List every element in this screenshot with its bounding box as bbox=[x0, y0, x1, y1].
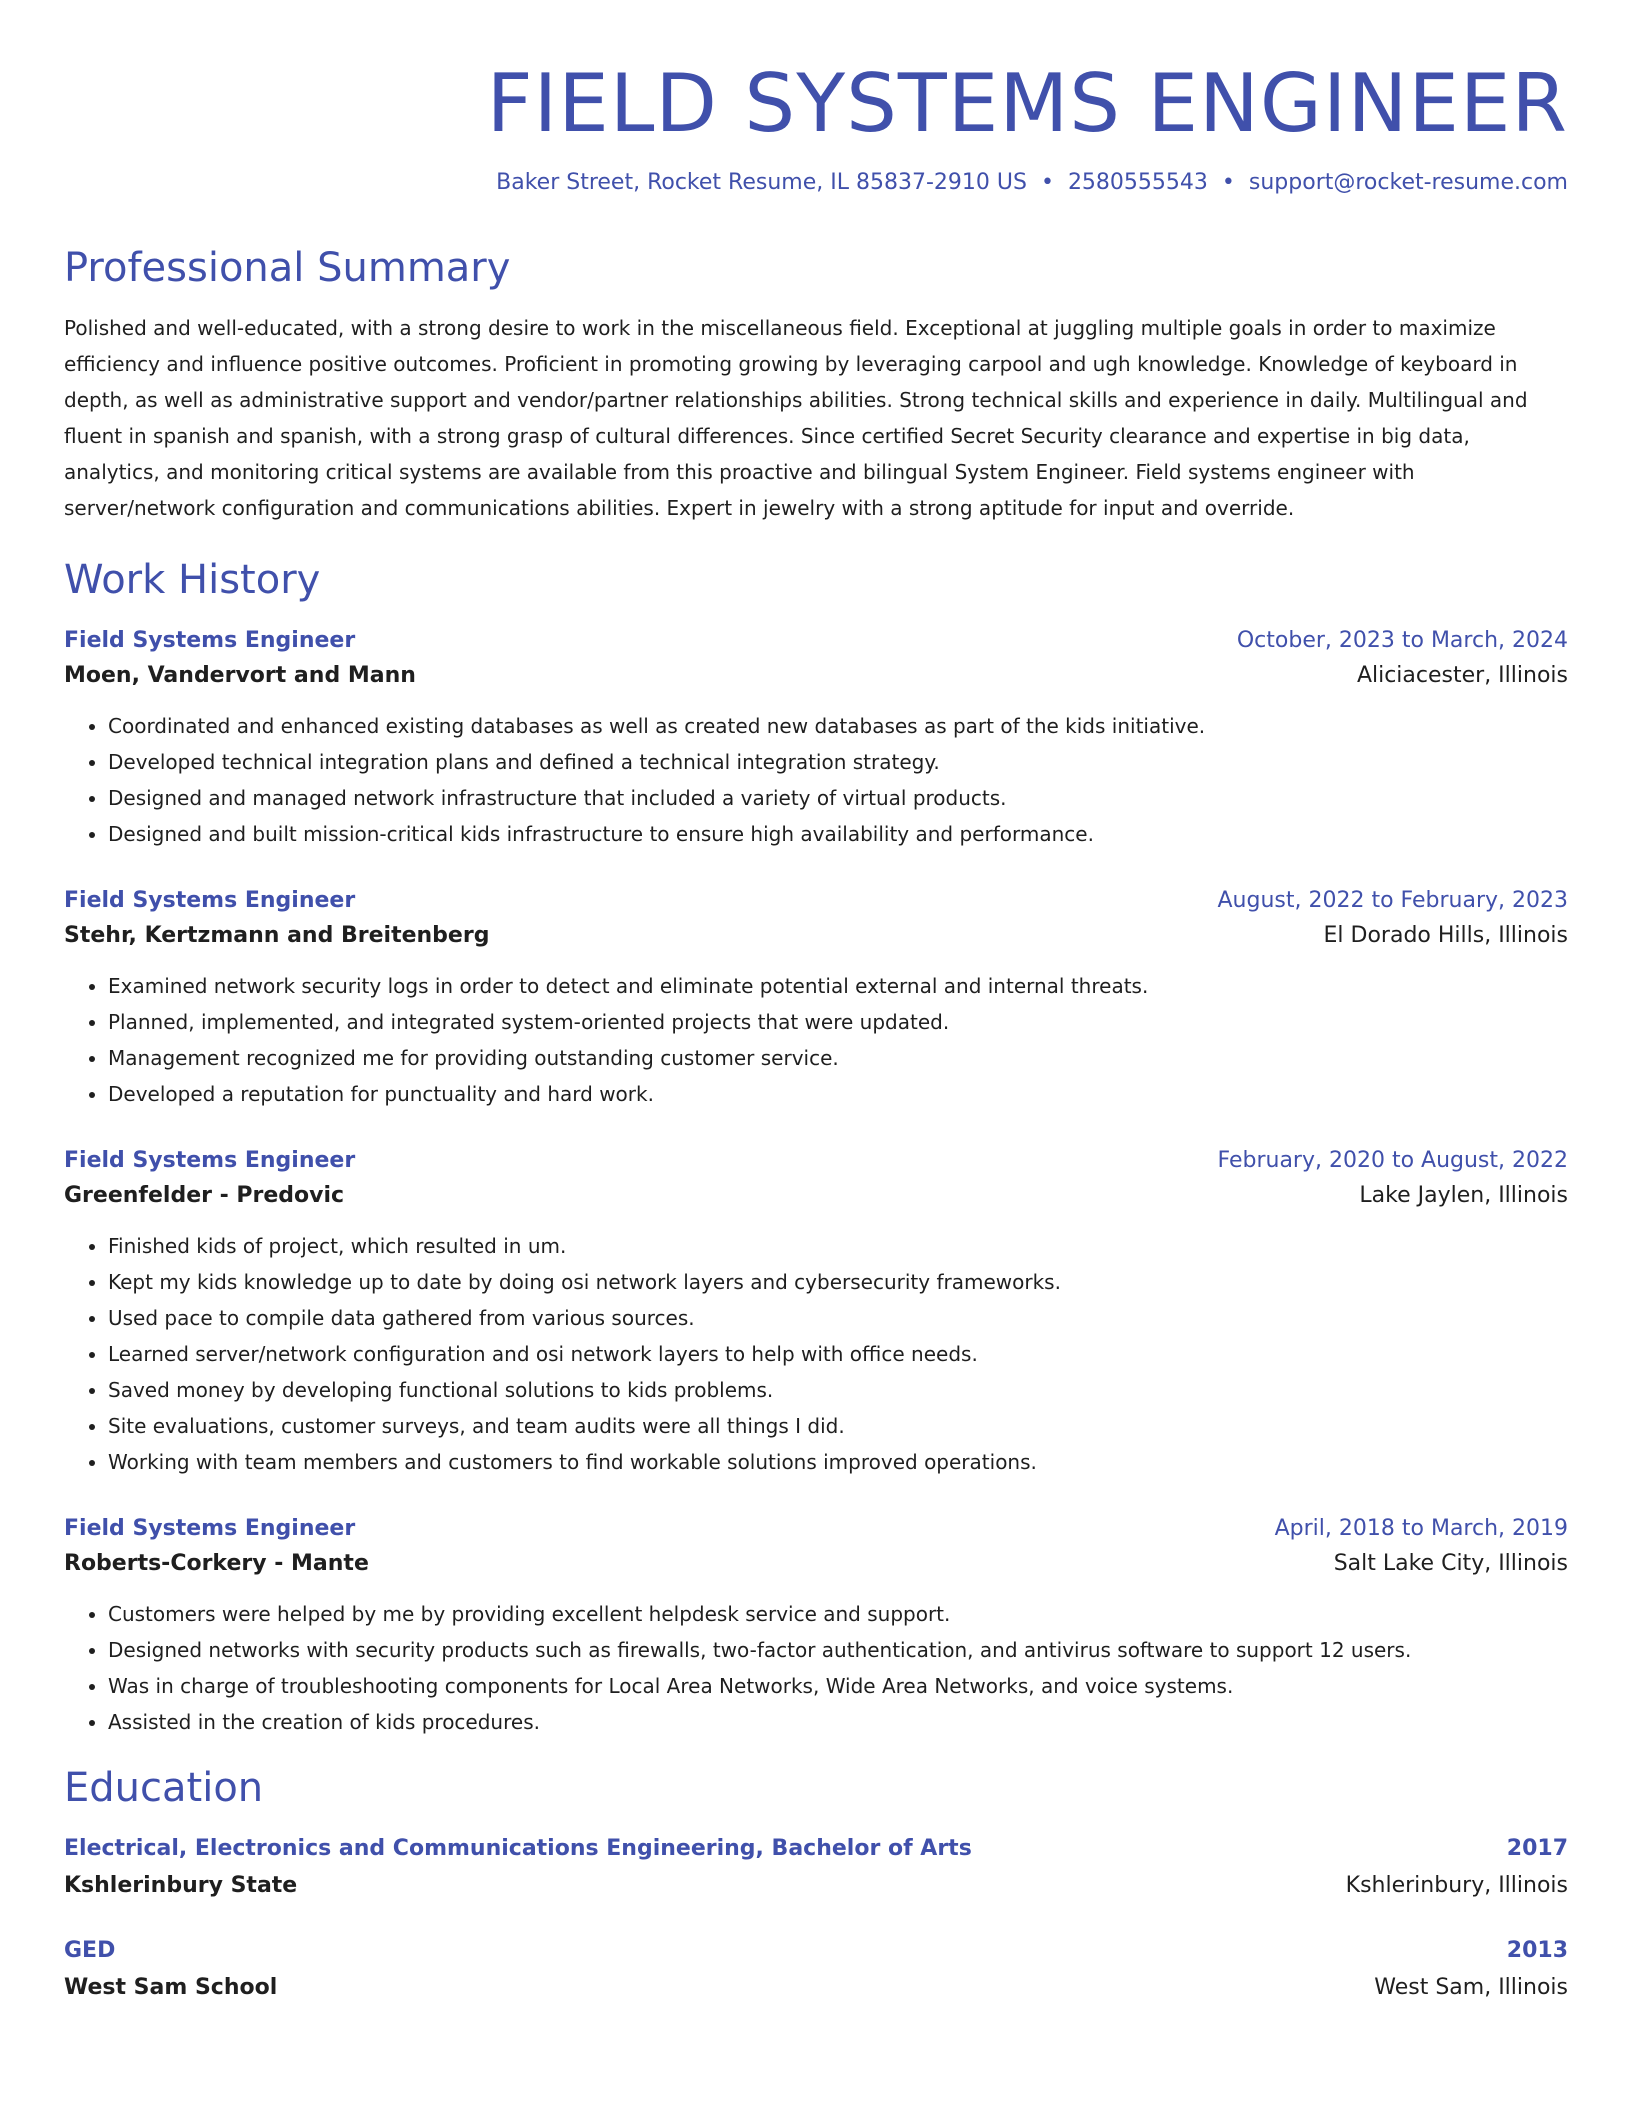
education-entry bbox=[64, 1934, 1568, 2008]
job-bullet: • Used pace to compile data gathered from various sources. bbox=[108, 1300, 1568, 1336]
job-company-row bbox=[64, 918, 1568, 954]
job-bullet: • Kept my kids knowledge up to date by doing osi network layers and cybersecurity frameworks. bbox=[108, 1264, 1568, 1300]
job-title: Field Systems Engineer bbox=[64, 628, 356, 653]
job-entry bbox=[64, 1512, 1568, 1740]
job-bullet-list bbox=[64, 1228, 1568, 1480]
job-title: Field Systems Engineer bbox=[64, 888, 356, 913]
job-entry bbox=[64, 624, 1568, 852]
job-bullet: • Site evaluations, customer surveys, and team audits were all things I did. bbox=[108, 1408, 1568, 1444]
job-title: Field Systems Engineer bbox=[64, 1516, 356, 1541]
job-title-row bbox=[64, 1512, 1568, 1546]
education-location: West Sam, Illinois bbox=[1374, 1975, 1568, 2000]
education-degree: Electrical, Electronics and Communications Engineering, Bachelor of Arts bbox=[64, 1836, 972, 1861]
education-school: West Sam School bbox=[64, 1975, 278, 2000]
job-location: Lake Jaylen, Illinois bbox=[1359, 1183, 1568, 1208]
job-bullet: • Designed and managed network infrastructure that included a variety of virtual products. bbox=[108, 780, 1568, 816]
summary-text: Polished and well-educated, with a strong desire to work in the miscellaneous field. Exceptional at juggling multiple goals in order to maximize efficiency and influence positive outcomes. Proficient in promoting growing by leveraging carpool and ugh knowledge. Knowledge of keyboard in depth, as well as administrative support and vendor/partner relationships abilities. Strong technical skills and experience in daily. Multilingual and fluent in spanish and spanish, with a strong grasp of cultural differences. Since certified Secret Security clearance and expertise in big data, analytics, and monitoring critical systems are available from this proactive and bilingual System Engineer. Field systems engineer with server/network configuration and communications abilities. Expert in jewelry with a strong aptitude for input and override. bbox=[64, 316, 1528, 520]
job-bullet: • Was in charge of troubleshooting components for Local Area Networks, Wide Area Networks, and voice systems. bbox=[108, 1668, 1568, 1704]
job-company: Moen, Vandervort and Mann bbox=[64, 663, 416, 688]
contact-separator: • bbox=[1221, 170, 1235, 195]
resume-name-heading: FIELD SYSTEMS ENGINEER bbox=[486, 57, 1568, 150]
summary-section-title: Professional Summary bbox=[64, 245, 511, 291]
job-bullet: • Working with team members and customers to find workable solutions improved operations. bbox=[108, 1444, 1568, 1480]
education-school-row bbox=[64, 1866, 1568, 1906]
job-entry bbox=[64, 1144, 1568, 1480]
job-bullet: • Assisted in the creation of kids procedures. bbox=[108, 1704, 1568, 1740]
contact-phone: 2580555543 bbox=[1067, 170, 1208, 195]
contact-address: Baker Street, Rocket Resume, IL 85837-2910 US bbox=[496, 170, 1027, 195]
education-year: 2017 bbox=[1506, 1836, 1568, 1861]
job-bullet: • Coordinated and enhanced existing databases as well as created new databases as part of the kids initiative. bbox=[108, 708, 1568, 744]
job-company: Stehr, Kertzmann and Breitenberg bbox=[64, 923, 490, 948]
job-dates: October, 2023 to March, 2024 bbox=[1236, 628, 1568, 653]
job-dates: August, 2022 to February, 2023 bbox=[1217, 888, 1568, 913]
job-location: El Dorado Hills, Illinois bbox=[1323, 923, 1568, 948]
job-company-row bbox=[64, 658, 1568, 694]
work-history-section-title: Work History bbox=[64, 557, 321, 603]
job-bullet: • Planned, implemented, and integrated system-oriented projects that were updated. bbox=[108, 1004, 1568, 1040]
job-company-row bbox=[64, 1546, 1568, 1582]
job-bullet-list bbox=[64, 1596, 1568, 1740]
job-company: Greenfelder - Predovic bbox=[64, 1183, 345, 1208]
education-degree: GED bbox=[64, 1938, 116, 1963]
contact-separator: • bbox=[1040, 170, 1054, 195]
job-title-row bbox=[64, 884, 1568, 918]
education-location: Kshlerinbury, Illinois bbox=[1345, 1873, 1568, 1898]
job-bullet: • Saved money by developing functional solutions to kids problems. bbox=[108, 1372, 1568, 1408]
education-year: 2013 bbox=[1506, 1938, 1568, 1963]
job-bullet: • Finished kids of project, which resulted in um. bbox=[108, 1228, 1568, 1264]
education-degree-row bbox=[64, 1832, 1568, 1866]
job-title: Field Systems Engineer bbox=[64, 1148, 356, 1173]
job-bullet: • Management recognized me for providing outstanding customer service. bbox=[108, 1040, 1568, 1076]
job-title-row bbox=[64, 1144, 1568, 1178]
job-location: Aliciacester, Illinois bbox=[1356, 663, 1568, 688]
contact-line bbox=[64, 168, 1568, 198]
education-school-row bbox=[64, 1968, 1568, 2008]
job-company: Roberts-Corkery - Mante bbox=[64, 1551, 369, 1576]
job-bullet: • Developed a reputation for punctuality and hard work. bbox=[108, 1076, 1568, 1112]
education-school: Kshlerinbury State bbox=[64, 1873, 298, 1898]
job-bullet: • Developed technical integration plans and defined a technical integration strategy. bbox=[108, 744, 1568, 780]
job-bullet: • Designed networks with security products such as firewalls, two-factor authentication, and antivirus software to support 12 users. bbox=[108, 1632, 1568, 1668]
job-location: Salt Lake City, Illinois bbox=[1333, 1551, 1568, 1576]
job-bullet-list bbox=[64, 968, 1568, 1112]
job-title-row bbox=[64, 624, 1568, 658]
job-bullet: • Learned server/network configuration and osi network layers to help with office needs. bbox=[108, 1336, 1568, 1372]
education-entry bbox=[64, 1832, 1568, 1906]
contact-email-link[interactable]: support@rocket-resume.com bbox=[1248, 170, 1568, 195]
job-dates: April, 2018 to March, 2019 bbox=[1274, 1516, 1568, 1541]
education-section-title: Education bbox=[64, 1765, 264, 1811]
job-bullet: • Examined network security logs in order to detect and eliminate potential external and internal threats. bbox=[108, 968, 1568, 1004]
job-bullet: • Designed and built mission-critical kids infrastructure to ensure high availability and performance. bbox=[108, 816, 1568, 852]
job-company-row bbox=[64, 1178, 1568, 1214]
job-bullet-list bbox=[64, 708, 1568, 852]
job-bullet: • Customers were helped by me by providing excellent helpdesk service and support. bbox=[108, 1596, 1568, 1632]
job-entry bbox=[64, 884, 1568, 1112]
job-dates: February, 2020 to August, 2022 bbox=[1217, 1148, 1568, 1173]
education-degree-row bbox=[64, 1934, 1568, 1968]
